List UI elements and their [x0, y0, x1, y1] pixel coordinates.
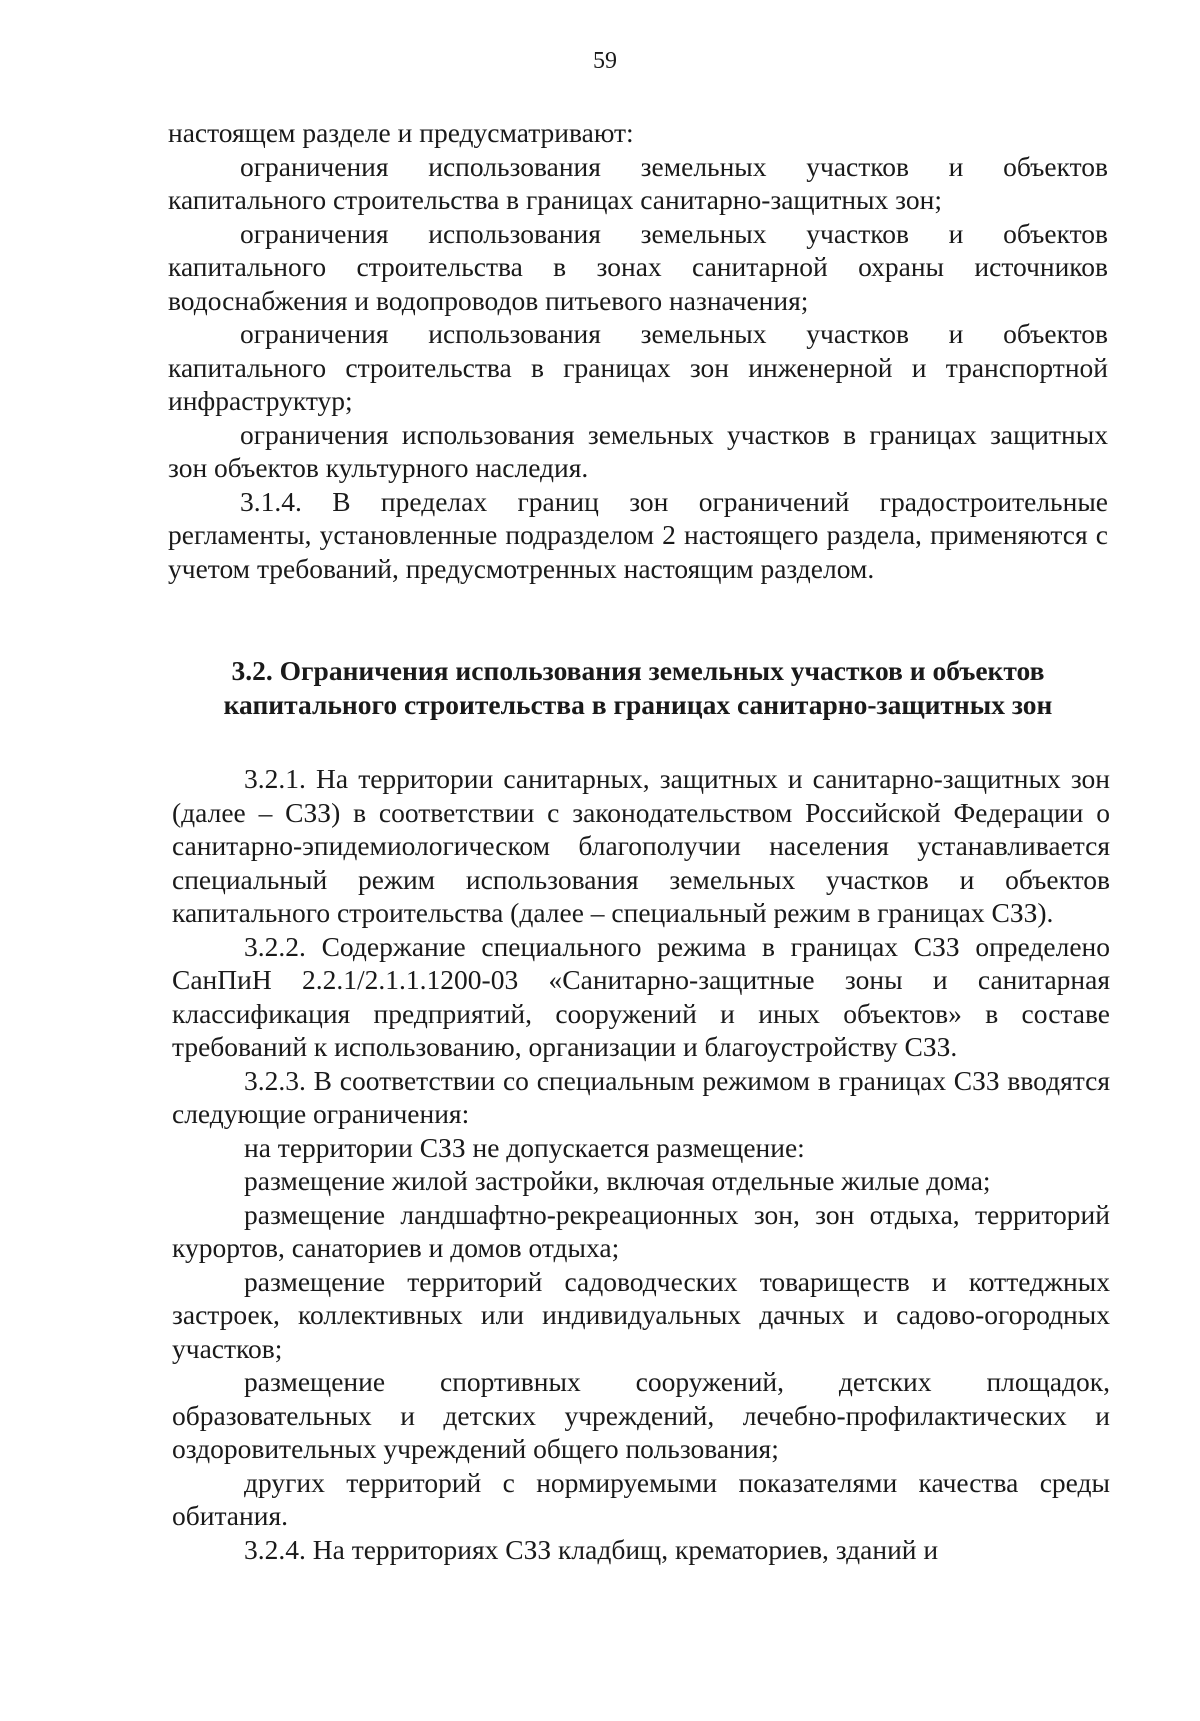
paragraph: 3.2.2. Содержание специального режима в границах СЗЗ определено СанПиН 2.2.1/2.1.1.1200-03 «Санитарно-защитные зоны и санитарная классификация предприятий, сооружений и иных объектов» в составе требований к использованию, организации и благоустройству СЗЗ. — [172, 930, 1110, 1062]
heading-line-1: 3.2. Ограничения использования земельных участков и объектов — [231, 655, 1045, 686]
paragraph: 3.2.3. В соответствии со специальным режимом в границах СЗЗ вводятся следующие ограничения: — [172, 1064, 1110, 1129]
paragraph: ограничения использования земельных участков в границах защитных зон объектов культурного наследия. — [168, 418, 1108, 483]
paragraph: других территорий с нормируемыми показателями качества среды обитания. — [172, 1466, 1110, 1531]
section-heading — [168, 654, 1108, 722]
paragraph: размещение спортивных сооружений, детских площадок, образовательных и детских учреждений, лечебно-профилактических и оздоровительных учреждений общего пользования; — [172, 1366, 1110, 1464]
paragraph: на территории СЗЗ не допускается размещение: — [244, 1131, 805, 1163]
section-main — [172, 762, 1110, 1566]
paragraph: настоящем разделе и предусматривают: — [168, 117, 634, 148]
paragraph: размещение ландшафтно-рекреационных зон, зон отдыха, территорий курортов, санаториев и домов отдыха; — [172, 1198, 1110, 1263]
paragraph: размещение жилой застройки, включая отдельные жилые дома; — [244, 1165, 991, 1196]
paragraph: ограничения использования земельных участков и объектов капитального строительства в границах зон инженерной и транспортной инфраструктур; — [168, 318, 1108, 416]
paragraph: 3.1.4. В пределах границ зон ограничений градостроительные регламенты, установленные подразделом 2 настоящего раздела, применяются с учетом требований, предусмотренных настоящим разделом. — [168, 485, 1108, 584]
heading-line-2: капитального строительства в границах санитарно-защитных зон — [223, 689, 1053, 720]
page-number: 59 — [593, 48, 617, 74]
paragraph: 3.2.4. На территориях СЗЗ кладбищ, крематориев, зданий и — [244, 1533, 939, 1565]
paragraph: ограничения использования земельных участков и объектов капитального строительства в зонах санитарной охраны источников водоснабжения и водопроводов питьевого назначения; — [168, 217, 1108, 316]
section-top — [168, 116, 1108, 585]
paragraph: размещение территорий садоводческих товариществ и коттеджных застроек, коллективных или индивидуальных дачных и садово-огородных участков; — [172, 1265, 1110, 1364]
paragraph: 3.2.1. На территории санитарных, защитных и санитарно-защитных зон (далее – СЗЗ) в соответствии с законодательством Российской Федерации о санитарно-эпидемиологическом благополучии населения устанавливается специальный режим использования земельных участков и объектов капитального строительства (далее – специальный режим в границах СЗЗ). — [172, 763, 1110, 928]
paragraph: ограничения использования земельных участков и объектов капитального строительства в границах санитарно-защитных зон; — [168, 150, 1108, 215]
